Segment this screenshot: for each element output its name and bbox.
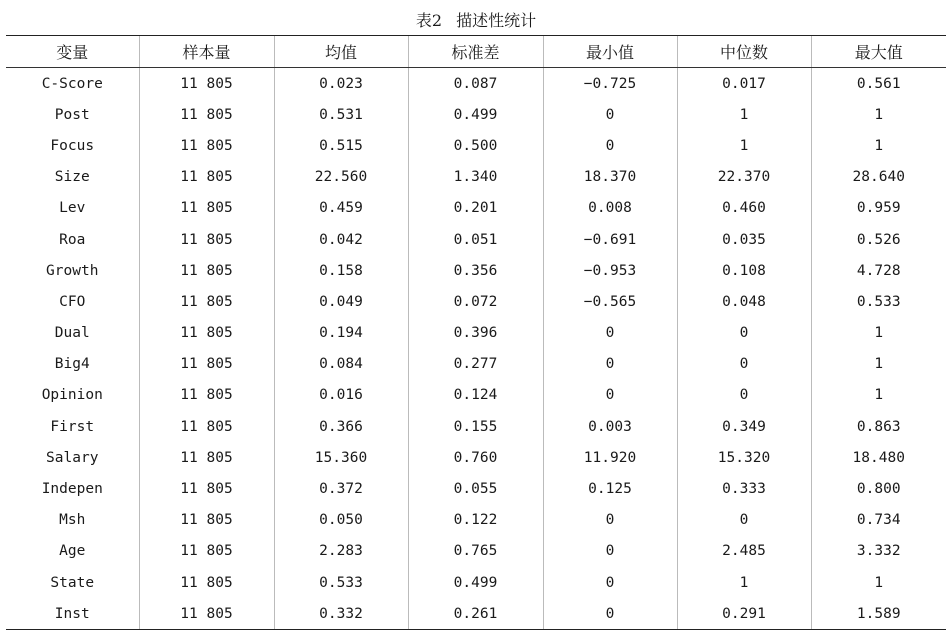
table-row [6, 130, 946, 161]
cell-mean: 0.533 [274, 567, 408, 598]
cell-median: 1 [677, 130, 811, 161]
cell-std-dev: 0.087 [408, 68, 543, 100]
table-caption [0, 8, 952, 34]
table-row [6, 598, 946, 630]
cell-min: 0.125 [543, 473, 677, 504]
cell-median: 0.460 [677, 193, 811, 224]
cell-mean: 15.360 [274, 442, 408, 473]
cell-variable: Lev [59, 200, 86, 217]
cell-mean: 0.515 [274, 130, 408, 161]
table-row [6, 442, 946, 473]
cell-mean: 0.194 [274, 318, 408, 349]
table-row [6, 567, 946, 598]
cell-median: 22.370 [677, 162, 811, 193]
cell-sample-size: 11 805 [139, 99, 274, 130]
cell-std-dev: 0.277 [408, 349, 543, 380]
cell-max: 4.728 [811, 255, 946, 286]
cell-mean: 0.023 [274, 68, 408, 100]
cell-median: 0.333 [677, 473, 811, 504]
header-sample-size: 样本量 [139, 36, 274, 68]
cell-max: 1 [811, 567, 946, 598]
descriptive-statistics-table [6, 35, 946, 630]
cell-mean: 0.084 [274, 349, 408, 380]
cell-sample-size: 11 805 [139, 505, 274, 536]
cell-sample-size: 11 805 [139, 380, 274, 411]
cell-variable: Salary [46, 449, 99, 466]
cell-variable: Opinion [41, 387, 103, 404]
header-std-dev: 标准差 [408, 36, 543, 68]
table-row [6, 349, 946, 380]
cell-median: 0.017 [677, 68, 811, 100]
cell-median: 0.035 [677, 224, 811, 255]
cell-max: 1 [811, 349, 946, 380]
table-row [6, 99, 946, 130]
cell-max: 1 [811, 99, 946, 130]
cell-max: 0.863 [811, 411, 946, 442]
cell-sample-size: 11 805 [139, 224, 274, 255]
header-mean: 均值 [274, 36, 408, 68]
cell-median: 2.485 [677, 536, 811, 567]
cell-sample-size: 11 805 [139, 286, 274, 317]
cell-min: 0 [543, 99, 677, 130]
cell-max: 1.589 [811, 598, 946, 630]
cell-variable: Inst [6, 598, 139, 630]
cell-max: 0.800 [811, 473, 946, 504]
cell-median: 0.349 [677, 411, 811, 442]
cell-max: 1 [811, 318, 946, 349]
cell-max: 3.332 [811, 536, 946, 567]
table-row [6, 318, 946, 349]
cell-min: 0 [543, 349, 677, 380]
cell-max: 1 [811, 130, 946, 161]
table-row [6, 536, 946, 567]
cell-std-dev: 0.765 [408, 536, 543, 567]
cell-std-dev: 0.051 [408, 224, 543, 255]
cell-variable: Dual [54, 325, 90, 342]
cell-max: 0.959 [811, 193, 946, 224]
cell-mean: 2.283 [274, 536, 408, 567]
cell-variable: First [50, 418, 95, 435]
cell-std-dev: 0.396 [408, 318, 543, 349]
header-variable: 变量 [6, 36, 139, 68]
cell-sample-size: 11 805 [139, 255, 274, 286]
cell-min: 0 [543, 318, 677, 349]
table-row [6, 162, 946, 193]
table-row [6, 411, 946, 442]
table-row [6, 473, 946, 504]
cell-mean: 0.050 [274, 505, 408, 536]
table-row [6, 286, 946, 317]
cell-variable: Post [54, 106, 90, 123]
cell-std-dev: 0.201 [408, 193, 543, 224]
cell-variable: Big4 [54, 356, 90, 373]
header-max: 最大值 [811, 36, 946, 68]
cell-sample-size: 11 805 [139, 162, 274, 193]
cell-max: 1 [811, 380, 946, 411]
cell-std-dev: 0.499 [408, 567, 543, 598]
cell-sample-size: 11 805 [139, 567, 274, 598]
cell-mean: 22.560 [274, 162, 408, 193]
cell-min: 11.920 [543, 442, 677, 473]
cell-min: 0.003 [543, 411, 677, 442]
cell-mean: 0.459 [274, 193, 408, 224]
cell-variable: State [50, 574, 95, 591]
cell-mean: 0.049 [274, 286, 408, 317]
cell-max: 0.561 [811, 68, 946, 100]
cell-std-dev: 0.261 [408, 598, 543, 630]
cell-min: 0.008 [543, 193, 677, 224]
cell-mean: 0.366 [274, 411, 408, 442]
table-row [6, 193, 946, 224]
cell-mean: 0.531 [274, 99, 408, 130]
cell-mean: 0.332 [274, 598, 408, 630]
cell-sample-size: 11 805 [139, 536, 274, 567]
cell-max: 0.533 [811, 286, 946, 317]
cell-min: 0 [543, 505, 677, 536]
cell-sample-size: 11 805 [139, 473, 274, 504]
cell-median: 0.048 [677, 286, 811, 317]
cell-min: −0.725 [543, 68, 677, 100]
cell-min: 0 [543, 598, 677, 630]
cell-std-dev: 0.356 [408, 255, 543, 286]
cell-max: 0.526 [811, 224, 946, 255]
cell-mean: 0.158 [274, 255, 408, 286]
cell-variable: Indepen [41, 481, 103, 498]
cell-std-dev: 0.760 [408, 442, 543, 473]
cell-std-dev: 0.500 [408, 130, 543, 161]
cell-variable: CFO [59, 293, 86, 310]
cell-sample-size: 11 805 [139, 193, 274, 224]
cell-variable: Roa [59, 231, 86, 248]
cell-min: −0.953 [543, 255, 677, 286]
cell-median: 0.108 [677, 255, 811, 286]
header-median: 中位数 [677, 36, 811, 68]
cell-std-dev: 0.124 [408, 380, 543, 411]
table-title: 描述性统计 [456, 11, 537, 30]
cell-sample-size: 11 805 [139, 442, 274, 473]
table-row [6, 380, 946, 411]
cell-min: 0 [543, 567, 677, 598]
cell-sample-size: 11 805 [139, 318, 274, 349]
table-number: 表2 [415, 11, 443, 30]
cell-mean: 0.042 [274, 224, 408, 255]
cell-median: 0.291 [677, 598, 811, 630]
cell-std-dev: 0.499 [408, 99, 543, 130]
cell-min: −0.691 [543, 224, 677, 255]
cell-std-dev: 1.340 [408, 162, 543, 193]
cell-mean: 0.016 [274, 380, 408, 411]
cell-max: 28.640 [811, 162, 946, 193]
header-min: 最小值 [543, 36, 677, 68]
cell-sample-size: 11 805 [139, 130, 274, 161]
cell-median: 0 [677, 349, 811, 380]
cell-sample-size: 11 805 [139, 68, 274, 100]
cell-min: 0 [543, 536, 677, 567]
cell-sample-size: 11 805 [139, 349, 274, 380]
cell-std-dev: 0.055 [408, 473, 543, 504]
cell-median: 0 [677, 505, 811, 536]
cell-variable: Msh [59, 512, 86, 529]
cell-median: 0 [677, 380, 811, 411]
table-row [6, 505, 946, 536]
table-row [6, 68, 946, 100]
cell-min: 18.370 [543, 162, 677, 193]
cell-sample-size: 11 805 [139, 598, 274, 630]
table-row [6, 255, 946, 286]
cell-min: −0.565 [543, 286, 677, 317]
cell-max: 0.734 [811, 505, 946, 536]
cell-min: 0 [543, 380, 677, 411]
table-header-row [6, 36, 946, 68]
cell-std-dev: 0.155 [408, 411, 543, 442]
cell-median: 0 [677, 318, 811, 349]
cell-variable: Age [59, 543, 86, 560]
cell-median: 15.320 [677, 442, 811, 473]
cell-variable: C-Score [41, 75, 103, 92]
cell-variable: Size [54, 169, 90, 186]
cell-sample-size: 11 805 [139, 411, 274, 442]
cell-std-dev: 0.122 [408, 505, 543, 536]
cell-median: 1 [677, 567, 811, 598]
table-row [6, 224, 946, 255]
cell-variable: Focus [50, 137, 95, 154]
cell-max: 18.480 [811, 442, 946, 473]
cell-min: 0 [543, 130, 677, 161]
cell-variable: Growth [46, 262, 99, 279]
cell-median: 1 [677, 99, 811, 130]
cell-std-dev: 0.072 [408, 286, 543, 317]
cell-mean: 0.372 [274, 473, 408, 504]
